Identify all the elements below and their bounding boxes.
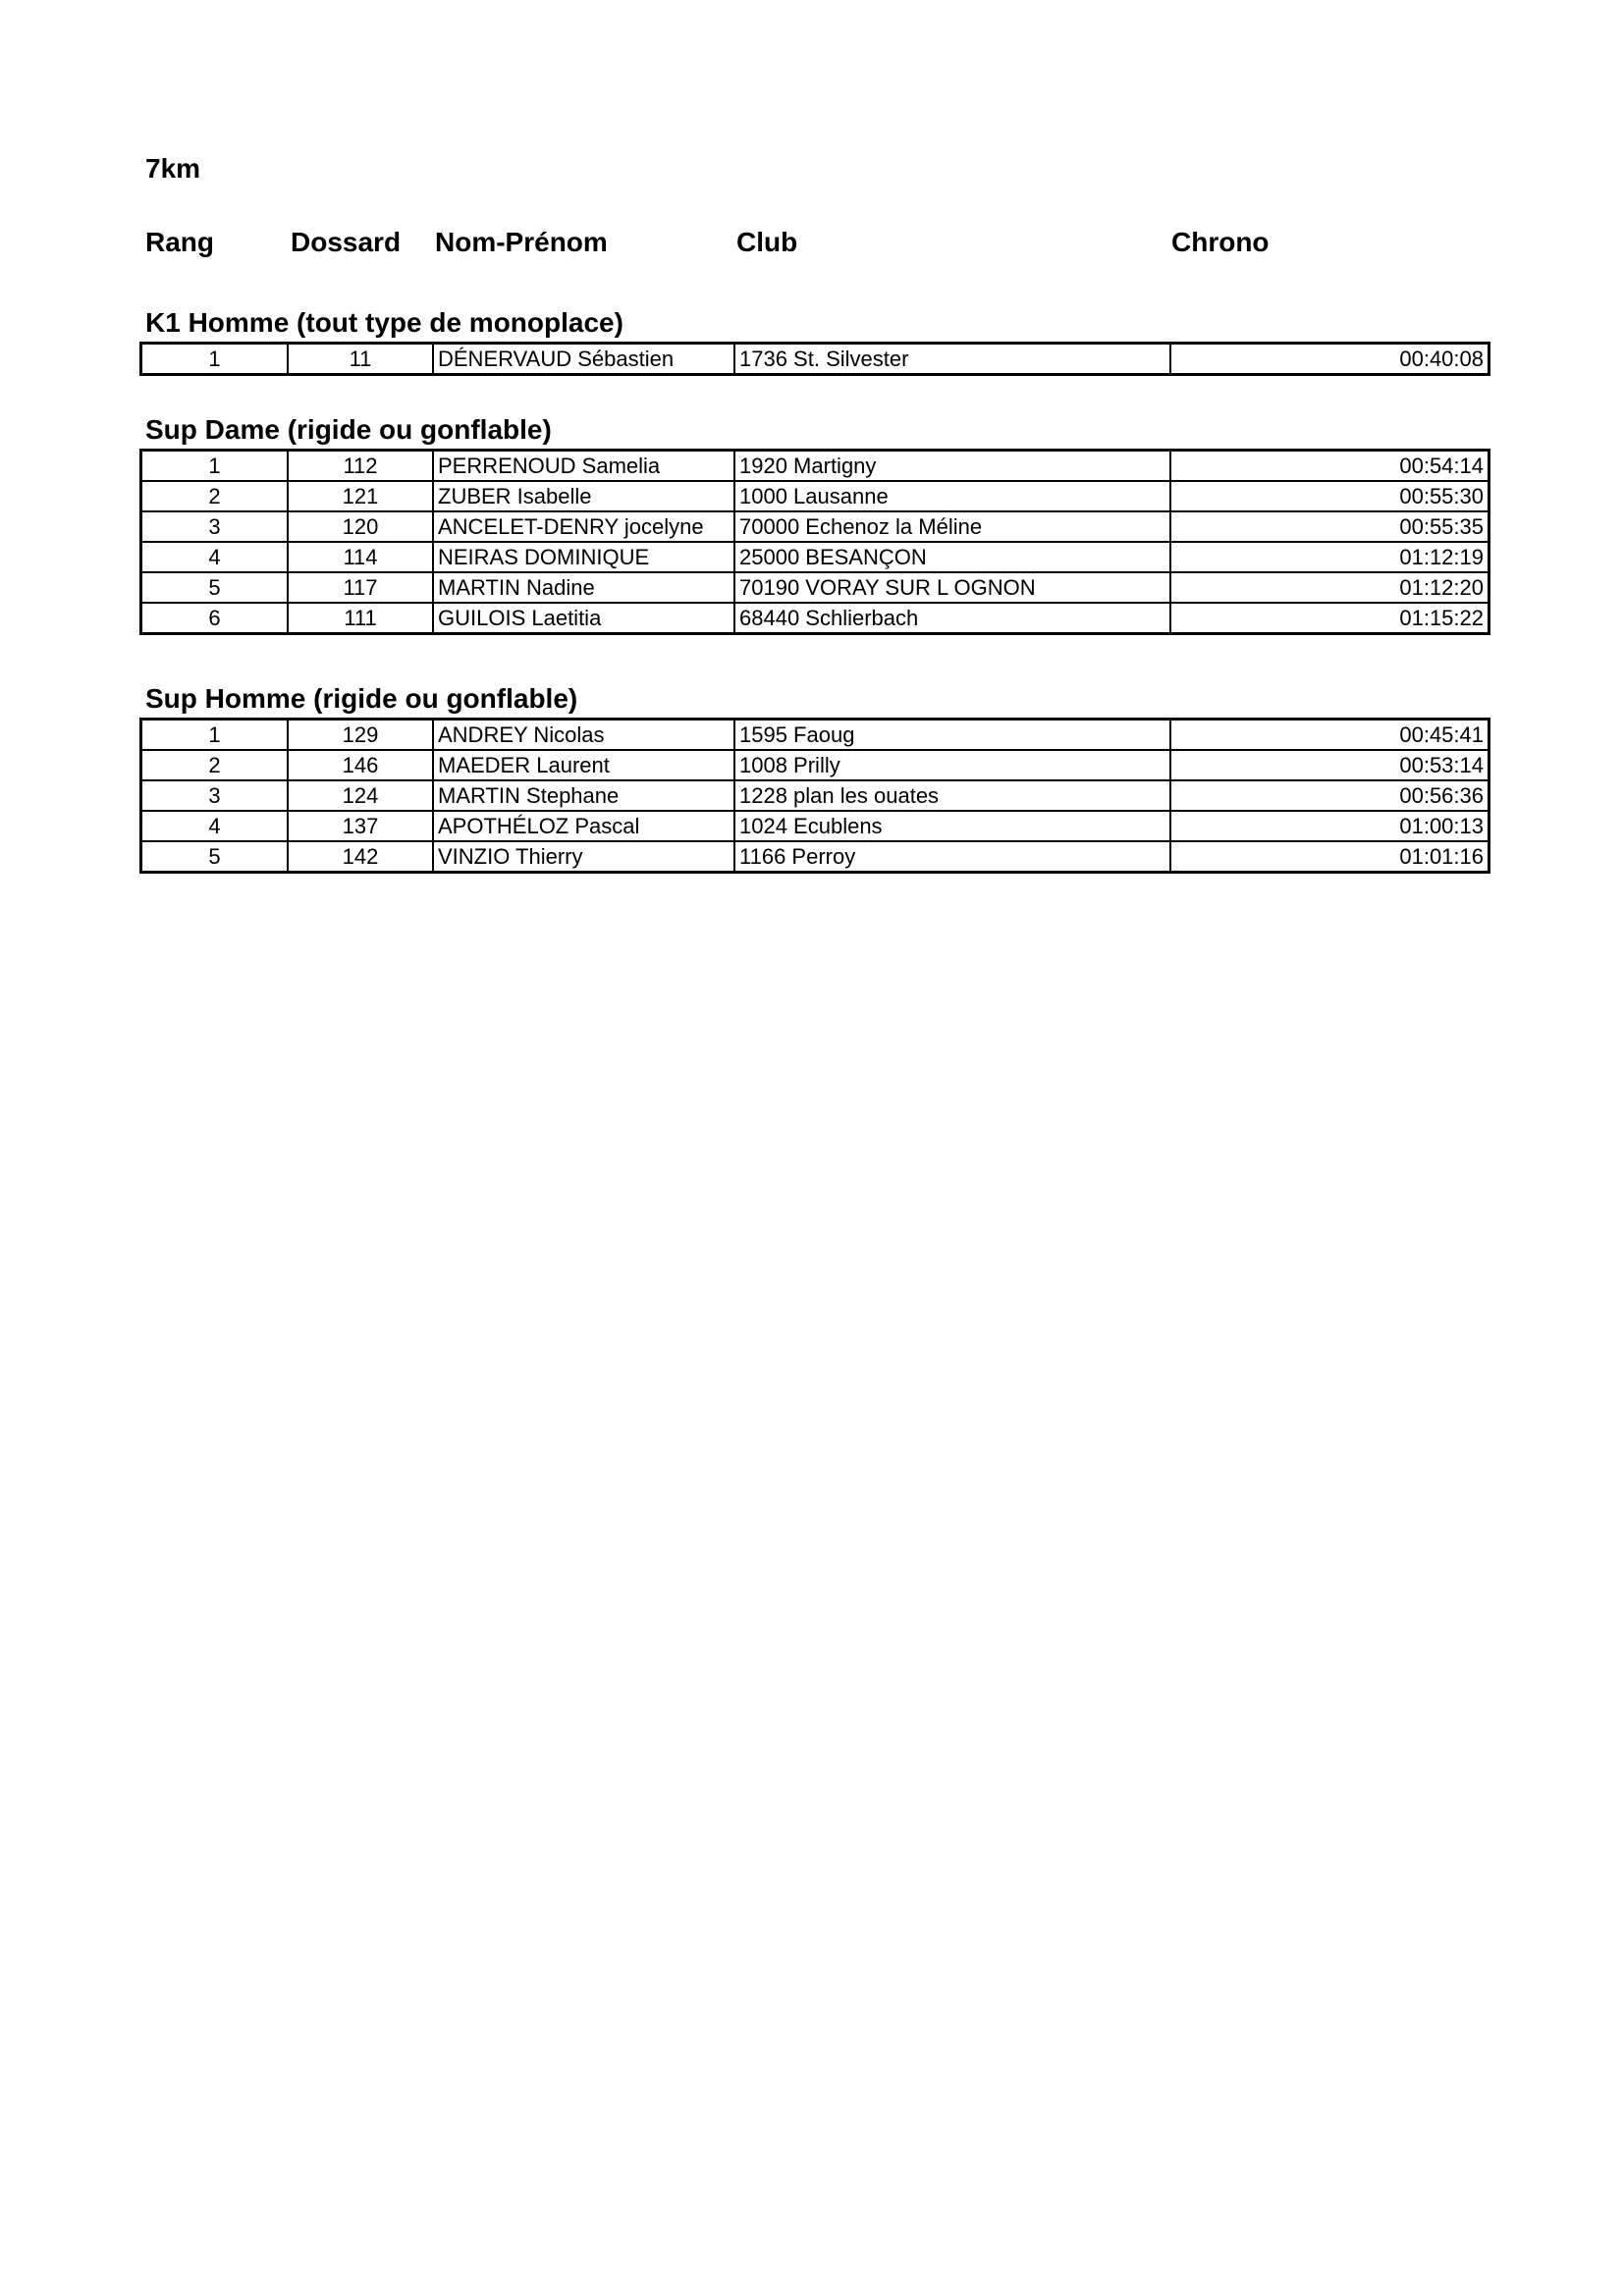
cell-rang: 2 <box>141 481 289 511</box>
table-row <box>141 720 1489 751</box>
cell-dossard: 11 <box>288 344 433 375</box>
cell-nom-prenom: ANCELET-DENRY jocelyne <box>433 511 734 542</box>
cell-dossard: 114 <box>288 542 433 572</box>
cell-chrono: 01:12:20 <box>1170 572 1489 603</box>
results-table <box>139 342 1490 376</box>
cell-club: 1228 plan les ouates <box>734 780 1170 811</box>
distance-title: 7km <box>145 153 201 184</box>
cell-nom-prenom: ANDREY Nicolas <box>433 720 734 751</box>
cell-nom-prenom: VINZIO Thierry <box>433 841 734 873</box>
cell-chrono: 00:45:41 <box>1170 720 1489 751</box>
cell-rang: 1 <box>141 720 289 751</box>
cell-club: 1736 St. Silvester <box>734 344 1170 375</box>
cell-dossard: 142 <box>288 841 433 873</box>
column-headers <box>0 227 1624 262</box>
results-table <box>139 449 1490 635</box>
cell-club: 1008 Prilly <box>734 750 1170 780</box>
header-dossard: Dossard <box>291 227 402 257</box>
category-title: Sup Homme (rigide ou gonflable) <box>145 683 578 714</box>
table-row <box>141 481 1489 511</box>
cell-dossard: 146 <box>288 750 433 780</box>
cell-rang: 3 <box>141 511 289 542</box>
cell-dossard: 124 <box>288 780 433 811</box>
cell-chrono: 01:01:16 <box>1170 841 1489 873</box>
cell-nom-prenom: APOTHÉLOZ Pascal <box>433 811 734 841</box>
table-row <box>141 750 1489 780</box>
table-row <box>141 603 1489 634</box>
cell-dossard: 121 <box>288 481 433 511</box>
header-chrono: Chrono <box>1171 227 1270 257</box>
cell-rang: 6 <box>141 603 289 634</box>
cell-dossard: 111 <box>288 603 433 634</box>
cell-dossard: 137 <box>288 811 433 841</box>
cell-chrono: 01:00:13 <box>1170 811 1489 841</box>
cell-club: 1024 Ecublens <box>734 811 1170 841</box>
cell-dossard: 112 <box>288 451 433 482</box>
cell-dossard: 120 <box>288 511 433 542</box>
cell-chrono: 00:55:35 <box>1170 511 1489 542</box>
cell-rang: 5 <box>141 572 289 603</box>
table-row <box>141 841 1489 873</box>
cell-club: 1595 Faoug <box>734 720 1170 751</box>
results-table <box>139 718 1490 874</box>
table-row <box>141 344 1489 375</box>
cell-chrono: 00:56:36 <box>1170 780 1489 811</box>
table-row <box>141 572 1489 603</box>
cell-rang: 4 <box>141 542 289 572</box>
cell-club: 70190 VORAY SUR L OGNON <box>734 572 1170 603</box>
header-nom-prenom: Nom-Prénom <box>435 227 608 257</box>
cell-chrono: 00:53:14 <box>1170 750 1489 780</box>
table-row <box>141 542 1489 572</box>
cell-rang: 2 <box>141 750 289 780</box>
cell-chrono: 00:54:14 <box>1170 451 1489 482</box>
cell-chrono: 01:15:22 <box>1170 603 1489 634</box>
table-row <box>141 780 1489 811</box>
cell-nom-prenom: MAEDER Laurent <box>433 750 734 780</box>
cell-nom-prenom: DÉNERVAUD Sébastien <box>433 344 734 375</box>
cell-rang: 4 <box>141 811 289 841</box>
header-club: Club <box>736 227 798 257</box>
category-title: K1 Homme (tout type de monoplace) <box>145 307 623 338</box>
cell-club: 70000 Echenoz la Méline <box>734 511 1170 542</box>
cell-club: 1166 Perroy <box>734 841 1170 873</box>
cell-rang: 1 <box>141 451 289 482</box>
cell-club: 25000 BESANÇON <box>734 542 1170 572</box>
cell-nom-prenom: GUILOIS Laetitia <box>433 603 734 634</box>
table-row <box>141 811 1489 841</box>
cell-chrono: 00:40:08 <box>1170 344 1489 375</box>
cell-nom-prenom: NEIRAS DOMINIQUE <box>433 542 734 572</box>
cell-rang: 1 <box>141 344 289 375</box>
cell-nom-prenom: PERRENOUD Samelia <box>433 451 734 482</box>
cell-club: 1920 Martigny <box>734 451 1170 482</box>
cell-nom-prenom: MARTIN Nadine <box>433 572 734 603</box>
cell-chrono: 01:12:19 <box>1170 542 1489 572</box>
cell-dossard: 117 <box>288 572 433 603</box>
cell-rang: 3 <box>141 780 289 811</box>
table-row <box>141 451 1489 482</box>
category-title: Sup Dame (rigide ou gonflable) <box>145 414 552 445</box>
cell-nom-prenom: MARTIN Stephane <box>433 780 734 811</box>
header-rang: Rang <box>145 227 214 257</box>
cell-club: 1000 Lausanne <box>734 481 1170 511</box>
table-row <box>141 511 1489 542</box>
cell-club: 68440 Schlierbach <box>734 603 1170 634</box>
cell-rang: 5 <box>141 841 289 873</box>
cell-chrono: 00:55:30 <box>1170 481 1489 511</box>
cell-dossard: 129 <box>288 720 433 751</box>
cell-nom-prenom: ZUBER Isabelle <box>433 481 734 511</box>
